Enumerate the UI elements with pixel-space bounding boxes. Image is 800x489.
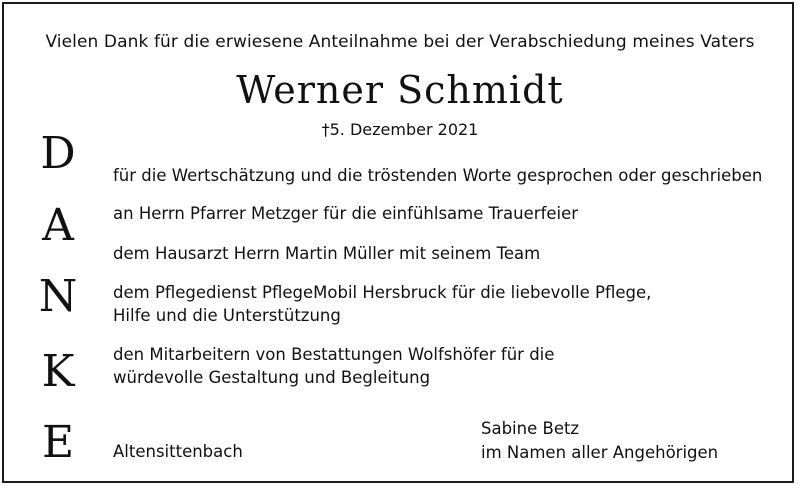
signature-relation: im Namen aller Angehörigen	[481, 443, 719, 462]
death-date: †5. Dezember 2021	[321, 120, 479, 139]
thanks-line-2: an Herrn Pfarrer Metzger für die einfühlsame Trauerfeier	[113, 204, 579, 223]
thanks-line-4a: dem Pflegedienst PflegeMobil Hersbruck für die liebevolle Pflege,	[113, 283, 652, 302]
intro-text: Vielen Dank für die erwiesene Anteilnahme bei der Verabschiedung meines Vaters	[45, 32, 755, 52]
thanks-line-5b: würdevolle Gestaltung und Begleitung	[113, 368, 431, 387]
deceased-name: Werner Schmidt	[236, 68, 564, 112]
thanks-line-1: für die Wertschätzung und die tröstenden Worte gesprochen oder geschrieben	[113, 166, 763, 185]
danke-letter-n: N	[38, 271, 78, 322]
place: Altensittenbach	[113, 442, 243, 461]
danke-letter-k: K	[41, 346, 75, 397]
danke-letter-d: D	[40, 128, 76, 179]
thanks-line-4b: Hilfe und die Unterstützung	[113, 306, 341, 325]
thanks-line-5a: den Mitarbeitern von Bestattungen Wolfshöfer für die	[113, 345, 555, 364]
danke-letter-e: E	[41, 417, 75, 468]
danke-letter-a: A	[42, 200, 74, 251]
thanks-line-3: dem Hausarzt Herrn Martin Müller mit seinem Team	[113, 244, 541, 263]
signature-name: Sabine Betz	[481, 419, 580, 438]
